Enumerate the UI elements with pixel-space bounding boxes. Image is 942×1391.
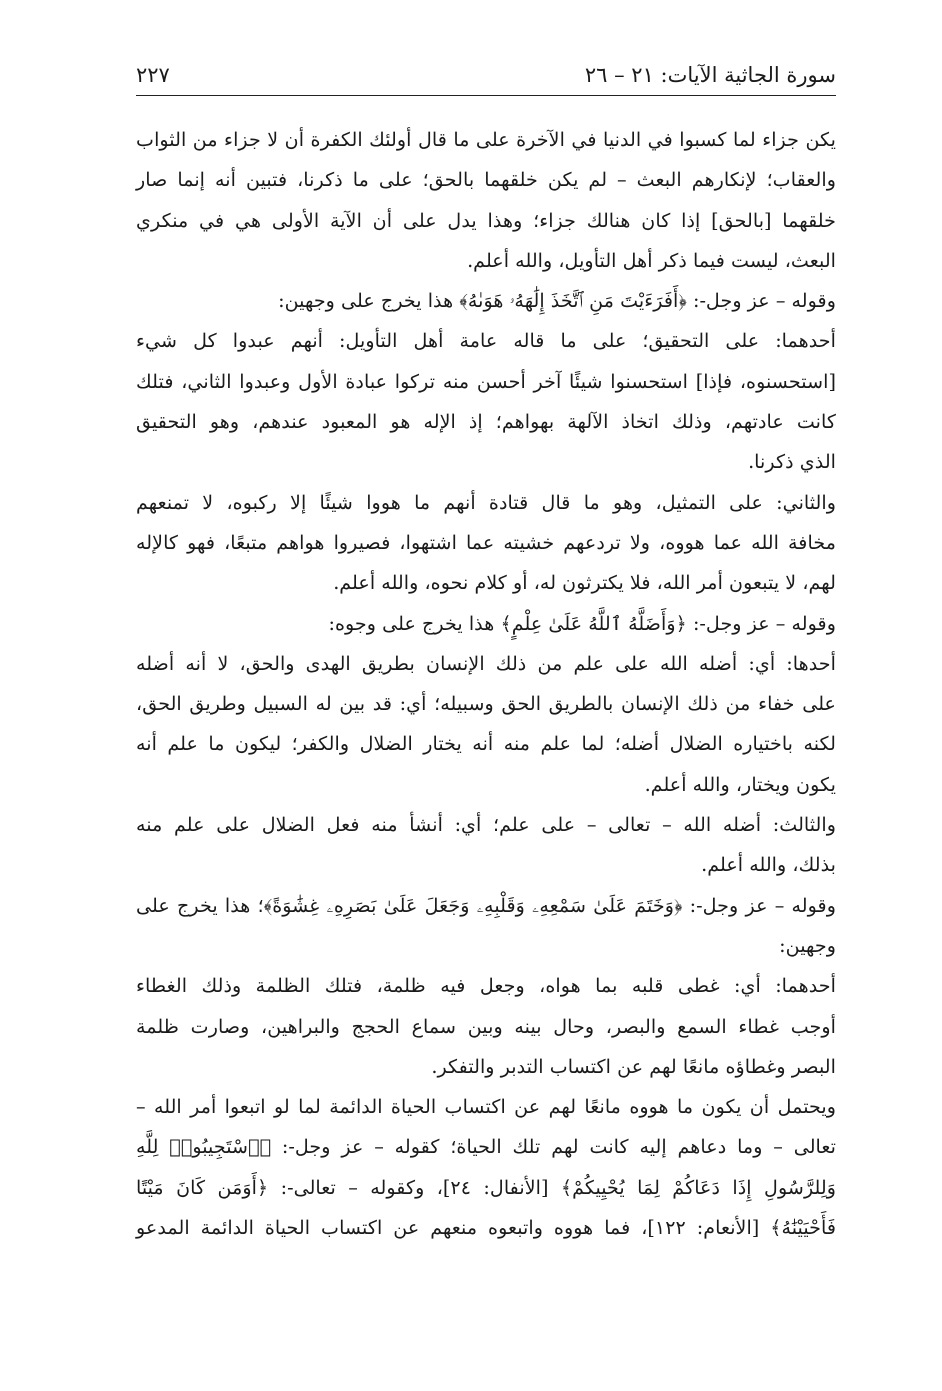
page-header (136, 58, 836, 92)
text-line: وقوله – عز وجل-: ﴿وَخَتَمَ عَلَىٰ سَمْعِهِۦ وَقَلْبِهِۦ وَجَعَلَ عَلَىٰ بَصَرِهِۦ غِشَٰوَةً﴾؛ هذا يخرج على (136, 893, 836, 917)
text-line: وجهين: (779, 933, 836, 957)
text-line: تعالى – وما دعاهم إليه كانت لهم تلك الحياة؛ كقوله – عز وجل-: ﴿ٱسْتَجِيبُوا۟ لِلَّهِ (136, 1135, 836, 1159)
text-line: خلقهما [بالحق] إذا كان هنالك جزاء؛ وهذا يدل على أن الآية الأولى هي في منكري (136, 208, 836, 232)
text-line: مخافة الله عما هووه، ولا تردعهم خشيته عما اشتهوا، فصيروا هواهم متبعًا، فهو كالإله (136, 530, 836, 554)
text-line: الذي ذكرنا. (748, 450, 836, 474)
text-line: لكنه باختياره الضلال أضله؛ لما علم منه أنه يختار الضلال والكفر؛ ليكون ما علم أنه (136, 732, 836, 756)
header-rule (136, 95, 836, 96)
text-line: والثاني: على التمثيل، وهو ما قال قتادة أنهم ما هووا شيئًا إلا ركبوه، لا تمنعهم (136, 490, 836, 514)
text-line: البعث، ليست فيما ذكر أهل التأويل، والله أعلم. (467, 248, 836, 272)
text-line: وَلِلرَّسُولِ إِذَا دَعَاكُمْ لِمَا يُحْيِيكُمْ﴾ [الأنفال: ٢٤]، وكقوله – تعالى-: ﴿أَوَمَن كَانَ مَيْتًا (136, 1175, 836, 1199)
text-line: لهم، لا يتبعون أمر الله، فلا يكترثون له، أو كلام نحوه، والله أعلم. (333, 571, 836, 595)
text-line: فَأَحْيَيْنَٰهُ﴾ [الأنعام: ١٢٢]، فما هووه واتبعوه منعهم عن اكتساب الحياة الدائمة المدعو (136, 1216, 836, 1240)
text-line: أحدهما: على التحقيق؛ على ما قاله عامة أهل التأويل: أنهم عبدوا كل شيء (136, 329, 836, 353)
text-line: ويحتمل أن يكون ما هووه مانعًا لهم عن اكتساب الحياة الدائمة لما لو اتبعوا أمر الله – (136, 1095, 836, 1119)
page-number: ٢٢٧ (136, 63, 170, 87)
text-line: يكن جزاء لما كسبوا في الدنيا في الآخرة على ما قال أولئك الكفرة أن لا جزاء من الثواب (136, 128, 836, 151)
text-line: أوجب غطاء السمع والبصر، وحال بينه وبين سماع الحجج والبراهين، وصارت ظلمة (136, 1014, 836, 1038)
text-line: والعقاب؛ لإنكارهم البعث – لم يكن خلقهما بالحق؛ على ما ذكرنا، فتبين أنه إنما صار (136, 168, 836, 192)
running-title: سورة الجاثية الآيات: ٢١ – ٢٦ (584, 63, 836, 87)
text-line: والثالث: أضله الله – تعالى – على علم؛ أي: أنشأ منه فعل الضلال على علم منه (136, 813, 836, 837)
text-line: وقوله – عز وجل-: ﴿وَأَضَلَّهُ ٱللَّهُ عَلَىٰ عِلْمٍ﴾ هذا يخرج على وجوه: (328, 611, 836, 635)
text-line: أحدها: أي: أضله الله على علم من ذلك الإنسان بطريق الهدى والحق، لا أنه أضله (136, 651, 836, 675)
text-line: أحدهما: أي: غطى قلبه بما هواه، وجعل فيه ظلمة، فتلك الظلمة وذلك الغطاء (136, 974, 836, 998)
text-line: بذلك، والله أعلم. (701, 853, 836, 877)
text-line: على خفاء من ذلك الإنسان بالطريق الحق وسبيله؛ أي: قد بين له السبيل وطريق الحق، (136, 692, 836, 716)
text-line: كانت عادتهم، وذلك اتخاذ الآلهة بهواهم؛ إذ الإله هو المعبود عندهم، وهو التحقيق (136, 410, 836, 434)
text-line: وقوله – عز وجل-: ﴿أَفَرَءَيْتَ مَنِ ٱتَّخَذَ إِلَٰهَهُۥ هَوَىٰهُ﴾ هذا يخرج على وجهين: (278, 289, 836, 313)
text-line: [استحسنوه، فإذا] استحسنوا شيئًا آخر أحسن منه تركوا عبادة الأول وعبدوا الثاني، فتلك (136, 369, 836, 393)
body-text (136, 120, 836, 1248)
text-line: يكون ويختار، والله أعلم. (644, 772, 836, 796)
text-line: البصر وغطاؤه مانعًا لهم عن اكتساب التدبر والتفكر. (431, 1054, 836, 1078)
